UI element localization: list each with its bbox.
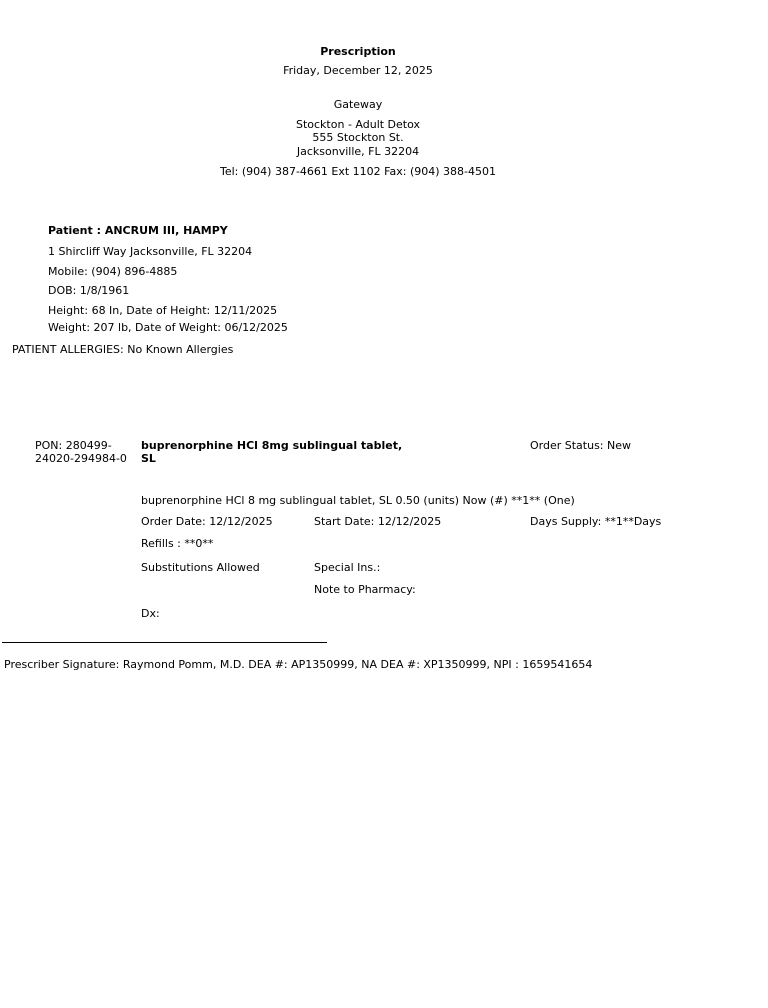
order-pon-line1: PON: 280499-: [35, 439, 112, 452]
order-status: Order Status: New: [530, 439, 632, 452]
order-date: Order Date: 12/12/2025: [141, 515, 273, 528]
order-drug-name-line1: buprenorphine HCl 8mg sublingual tablet,: [141, 439, 403, 452]
order-start-date: Start Date: 12/12/2025: [314, 515, 442, 528]
patient-address: 1 Shircliff Way Jacksonville, FL 32204: [48, 245, 253, 258]
facility-contact: Tel: (904) 387-4661 Ext 1102 Fax: (904) 388-4501: [220, 165, 496, 178]
document-title: Prescription: [320, 45, 396, 58]
document-date: Friday, December 12, 2025: [283, 64, 433, 77]
order-refills: Refills : **0**: [141, 537, 214, 550]
order-substitutions: Substitutions Allowed: [141, 561, 260, 574]
prescriber-signature: Prescriber Signature: Raymond Pomm, M.D. DEA #: AP1350999, NA DEA #: XP1350999, NPI : 1659541654: [4, 658, 593, 671]
order-note-to-pharmacy: Note to Pharmacy:: [314, 583, 416, 596]
facility-name: Stockton - Adult Detox: [295, 118, 421, 131]
order-pon-line2: 24020-294984-0: [35, 452, 127, 465]
patient-dob: DOB: 1/8/1961: [48, 284, 130, 297]
patient-height: Height: 68 In, Date of Height: 12/11/2025: [48, 304, 278, 317]
order-days-supply: Days Supply: **1**Days: [530, 515, 662, 528]
facility-street: 555 Stockton St.: [312, 131, 404, 144]
order-special-instructions: Special Ins.:: [314, 561, 381, 574]
order-drug-name-line2: SL: [141, 452, 156, 465]
organization-name: Gateway: [333, 98, 383, 111]
signature-line: [2, 642, 327, 643]
patient-name: Patient : ANCRUM III, HAMPY: [48, 224, 228, 237]
facility-city: Jacksonville, FL 32204: [296, 145, 420, 158]
order-sig: buprenorphine HCl 8 mg sublingual tablet, SL 0.50 (units) Now (#) **1** (One): [141, 494, 575, 507]
patient-weight: Weight: 207 lb, Date of Weight: 06/12/2025: [48, 321, 288, 334]
order-diagnosis: Dx:: [141, 607, 160, 620]
patient-allergies: PATIENT ALLERGIES: No Known Allergies: [12, 343, 234, 356]
patient-mobile: Mobile: (904) 896-4885: [48, 265, 178, 278]
